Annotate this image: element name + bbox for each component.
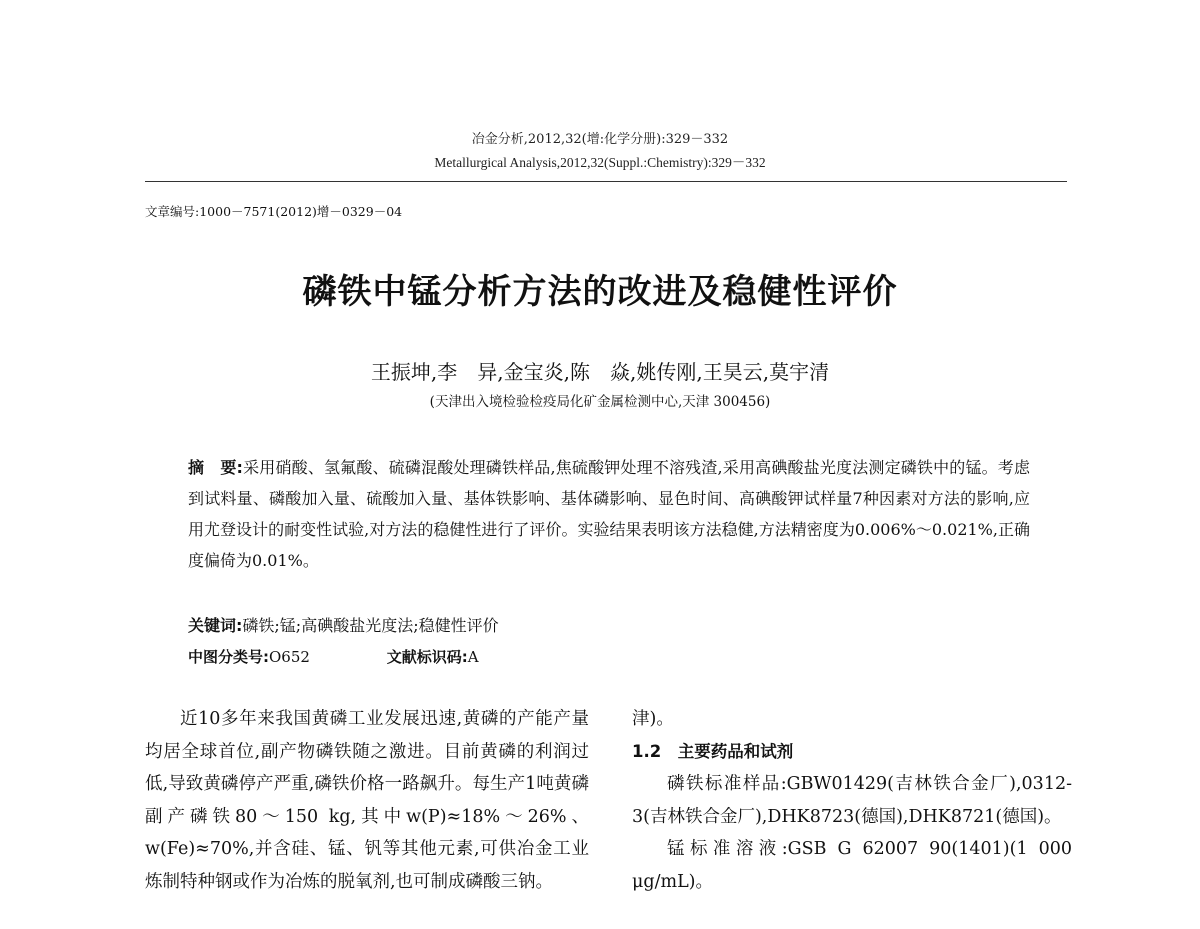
article-number: 文章编号:1000－7571(2012)增－0329－04	[145, 204, 403, 219]
doc-code-value: A	[467, 648, 479, 666]
keywords	[188, 613, 499, 636]
abstract	[188, 452, 1030, 576]
classification-row	[188, 646, 479, 667]
continued-text: 津)。	[632, 709, 674, 729]
journal-header-english: Metallurgical Analysis,2012,32(Suppl.:Chemistry):329－332	[434, 155, 766, 170]
doc-code-label: 文献标识码:	[386, 648, 468, 666]
clc-label: 中图分类号:	[188, 648, 269, 666]
abstract-text: 采用硝酸、氢氟酸、硫磷混酸处理磷铁样品,焦硫酸钾处理不溶残渣,采用高碘酸盐光度法测定磷铁中的锰。考虑到试料量、磷酸加入量、硫酸加入量、基体铁影响、基体磷影响、显色时间、高碘酸钾试样量7种因素对方法的影响,应用尤登设计的耐变性试验,对方法的稳健性进行了评价。实验结果表明该方法稳健,方法精密度为0.006%～0.021%,正确度偏倚为0.01%。	[188, 458, 1030, 570]
affiliation: (天津出入境检验检疫局化矿金属检测中心,天津 300456)	[429, 394, 771, 410]
author-list: 王振坤,李 异,金宝炎,陈 焱,姚传刚,王昊云,莫宇清	[370, 360, 830, 384]
abstract-label: 摘 要:	[188, 458, 243, 477]
body-right-column	[632, 703, 1072, 898]
section-heading: 1.2 主要药品和试剂	[632, 741, 794, 761]
body-left-column: 近10多年来我国黄磷工业发展迅速,黄磷的产能产量均居全球首位,副产物磷铁随之激进。目前黄磷的利润过低,导致黄磷停产严重,磷铁价格一路飙升。每生产1吨黄磷副产磷铁80～150 kg,其中w(P)≈18%～26%、w(Fe)≈70%,并含硅、锰、钒等其他元素,可供冶金工业炼制特种钢或作为冶炼的脱氧剂,也可制成磷酸三钠。	[145, 709, 589, 892]
header-divider	[145, 181, 1067, 182]
reagent-paragraph: 磷铁标准样品:GBW01429(吉林铁合金厂),0312-3(吉林铁合金厂),DHK8723(德国),DHK8721(德国)。	[632, 774, 1072, 827]
clc-value: O652	[269, 648, 310, 666]
journal-header-chinese: 冶金分析,2012,32(增:化学分册):329－332	[471, 132, 729, 147]
paper-title: 磷铁中锰分析方法的改进及稳健性评价	[302, 272, 898, 312]
keywords-label: 关键词:	[188, 616, 243, 635]
keywords-text: 磷铁;锰;高碘酸盐光度法;稳健性评价	[242, 616, 499, 635]
standard-solution-paragraph: 锰标准溶液:GSB G 62007 90(1401)(1 000 μg/mL)。	[632, 839, 1072, 892]
